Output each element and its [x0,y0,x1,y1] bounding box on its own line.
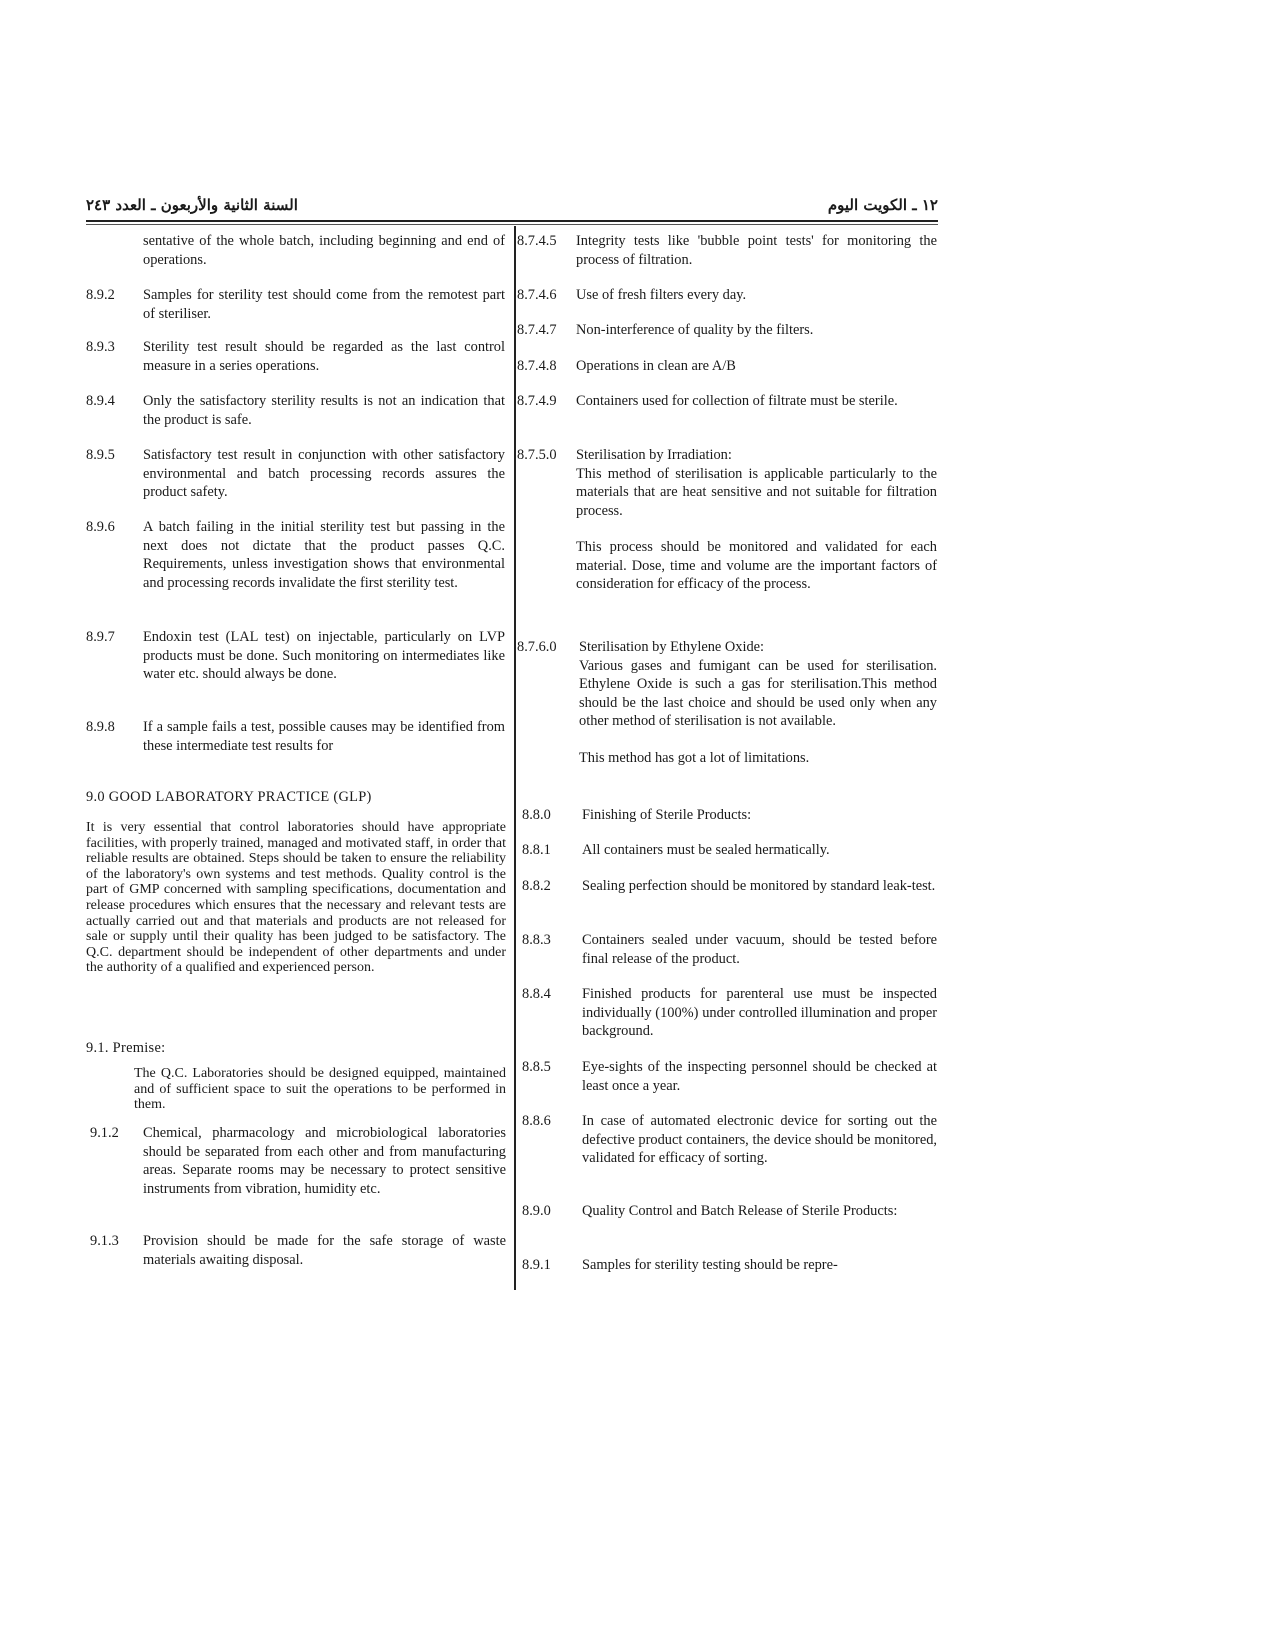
item-paragraph: This process should be monitored and validated for each material. Dose, time and volume are the important factors of consideration for efficacy of the process. [576,539,937,592]
item-number: 8.7.4.8 [517,358,557,374]
item-number: 8.9.2 [86,287,115,303]
item-paragraph: Sterilisation by Ethylene Oxide: Various gases and fumigant can be used for sterilisation. Ethylene Oxide is such a gas for sterilisation.This method should be the last choice and should be used only when any other method of sterilisation is not available. [579,639,937,729]
item-number: 8.7.5.0 [517,447,557,463]
item-number: 9.1.2 [90,1125,119,1141]
item-number: 8.9.1 [522,1257,551,1273]
item-text: Only the satisfactory sterility results is not an indication that the product is safe. [143,393,505,428]
item-number: 8.8.6 [522,1113,551,1129]
item-number: 8.8.0 [522,807,551,823]
item-text: Finished products for parenteral use must be inspected individually (100%) under controlled illumination and proper background. [582,986,937,1039]
header-rule [86,220,938,222]
item-text: All containers must be sealed hermatically. [582,842,830,858]
item-text: Eye-sights of the inspecting personnel should be checked at least once a year. [582,1059,937,1094]
page-header [86,196,938,218]
item-number: 8.7.4.7 [517,322,557,338]
item-text: Integrity tests like 'bubble point tests' for monitoring the process of filtration. [576,233,937,268]
item-paragraph: Sterilisation by Irradiation: This method of sterilisation is applicable particularly to the materials that are heat sensitive and not suitable for filtration process. [576,447,937,519]
header-rule-thin [86,224,938,225]
item-number: 8.8.4 [522,986,551,1002]
column-divider [514,226,516,1290]
glp-paragraph: It is very essential that control laboratories should have appropriate facilities, with properly trained, managed and motivated staff, in order that reliable results are obtained. Steps should be taken to ensure the reliability of the laboratory's own systems and test methods. Quality control is the part of GMP concerned with sampling specifications, documentation and release procedures which ensures that the necessary and relevant tests are actually carried out and that materials and products are not released for sale or supply until their quality has been judged to be satisfactory. The Q.C. department should be independent of other departments and under the authority of a qualified and experienced person. [86,820,506,976]
item-text [576,446,937,594]
item-number: 8.9.8 [86,719,115,735]
item-text [579,638,937,767]
item-number: 8.7.4.6 [517,287,557,303]
item-number: 8.8.5 [522,1059,551,1075]
item-number: 8.9.4 [86,393,115,409]
item-text: Endoxin test (LAL test) on injectable, particularly on LVP products must be done. Such monitoring on intermediates like water etc. should always be done. [143,629,505,682]
item-paragraph: This method has got a lot of limitations. [579,749,810,766]
item-number: 8.9.0 [522,1203,551,1219]
premise-text: The Q.C. Laboratories should be designed equipped, maintained and of sufficient space to suit the operations to be performed in them. [134,1066,506,1113]
item-number: 8.7.4.5 [517,233,557,249]
item-text: Sterility test result should be regarded as the last control measure in a series operations. [143,339,505,374]
item-text: Finishing of Sterile Products: [582,807,752,823]
item-number: 9.1.3 [90,1233,119,1249]
item-number: 8.7.4.9 [517,393,557,409]
item-text: Samples for sterility testing should be repre- [582,1257,838,1273]
item-text: Chemical, pharmacology and microbiological laboratories should be separated from each other and from manufacturing areas. Separate rooms may be necessary to protect sensitive instruments from vibration, humidity etc. [143,1125,506,1197]
item-text: Operations in clean are A/B [576,358,736,374]
item-number: 8.9.5 [86,447,115,463]
item-text: If a sample fails a test, possible causes may be identified from these intermediate test results for [143,719,505,754]
subsection-heading-premise: 9.1. Premise: [86,1040,166,1056]
item-text: Non-interference of quality by the filters. [576,322,814,338]
item-number: 8.8.3 [522,932,551,948]
section-heading-glp: 9.0 GOOD LABORATORY PRACTICE (GLP) [86,789,372,805]
continuation-text: sentative of the whole batch, including beginning and end of operations. [143,233,505,268]
item-text: Containers sealed under vacuum, should be tested before final release of the product. [582,932,937,967]
item-number: 8.8.2 [522,878,551,894]
item-number: 8.8.1 [522,842,551,858]
header-issue-info: السنة الثانية والأربعون ـ العدد ٢٤٣ [86,196,298,214]
item-text: Use of fresh filters every day. [576,287,747,303]
header-publication-title: ١٢ ـ الكويت اليوم [827,196,938,214]
item-number: 8.9.7 [86,629,115,645]
item-number: 8.7.6.0 [517,639,557,655]
item-text: Sealing perfection should be monitored by standard leak-test. [582,878,936,894]
item-text: In case of automated electronic device for sorting out the defective product containers, the device should be monitored, validated for efficacy of sorting. [582,1113,937,1166]
item-text: Samples for sterility test should come from the remotest part of steriliser. [143,287,505,322]
item-text: Provision should be made for the safe storage of waste materials awaiting disposal. [143,1233,506,1268]
item-text: Satisfactory test result in conjunction with other satisfactory environmental and batch processing records assures the product safety. [143,447,505,500]
item-text: Quality Control and Batch Release of Sterile Products: [582,1203,898,1219]
item-number: 8.9.3 [86,339,115,355]
item-text: Containers used for collection of filtrate must be sterile. [576,393,898,409]
item-number: 8.9.6 [86,519,115,535]
item-text: A batch failing in the initial sterility test but passing in the next does not dictate that the product passes Q.C. Requirements, unless investigation shows that environmental and processing records invalidate the first sterility test. [143,519,505,591]
